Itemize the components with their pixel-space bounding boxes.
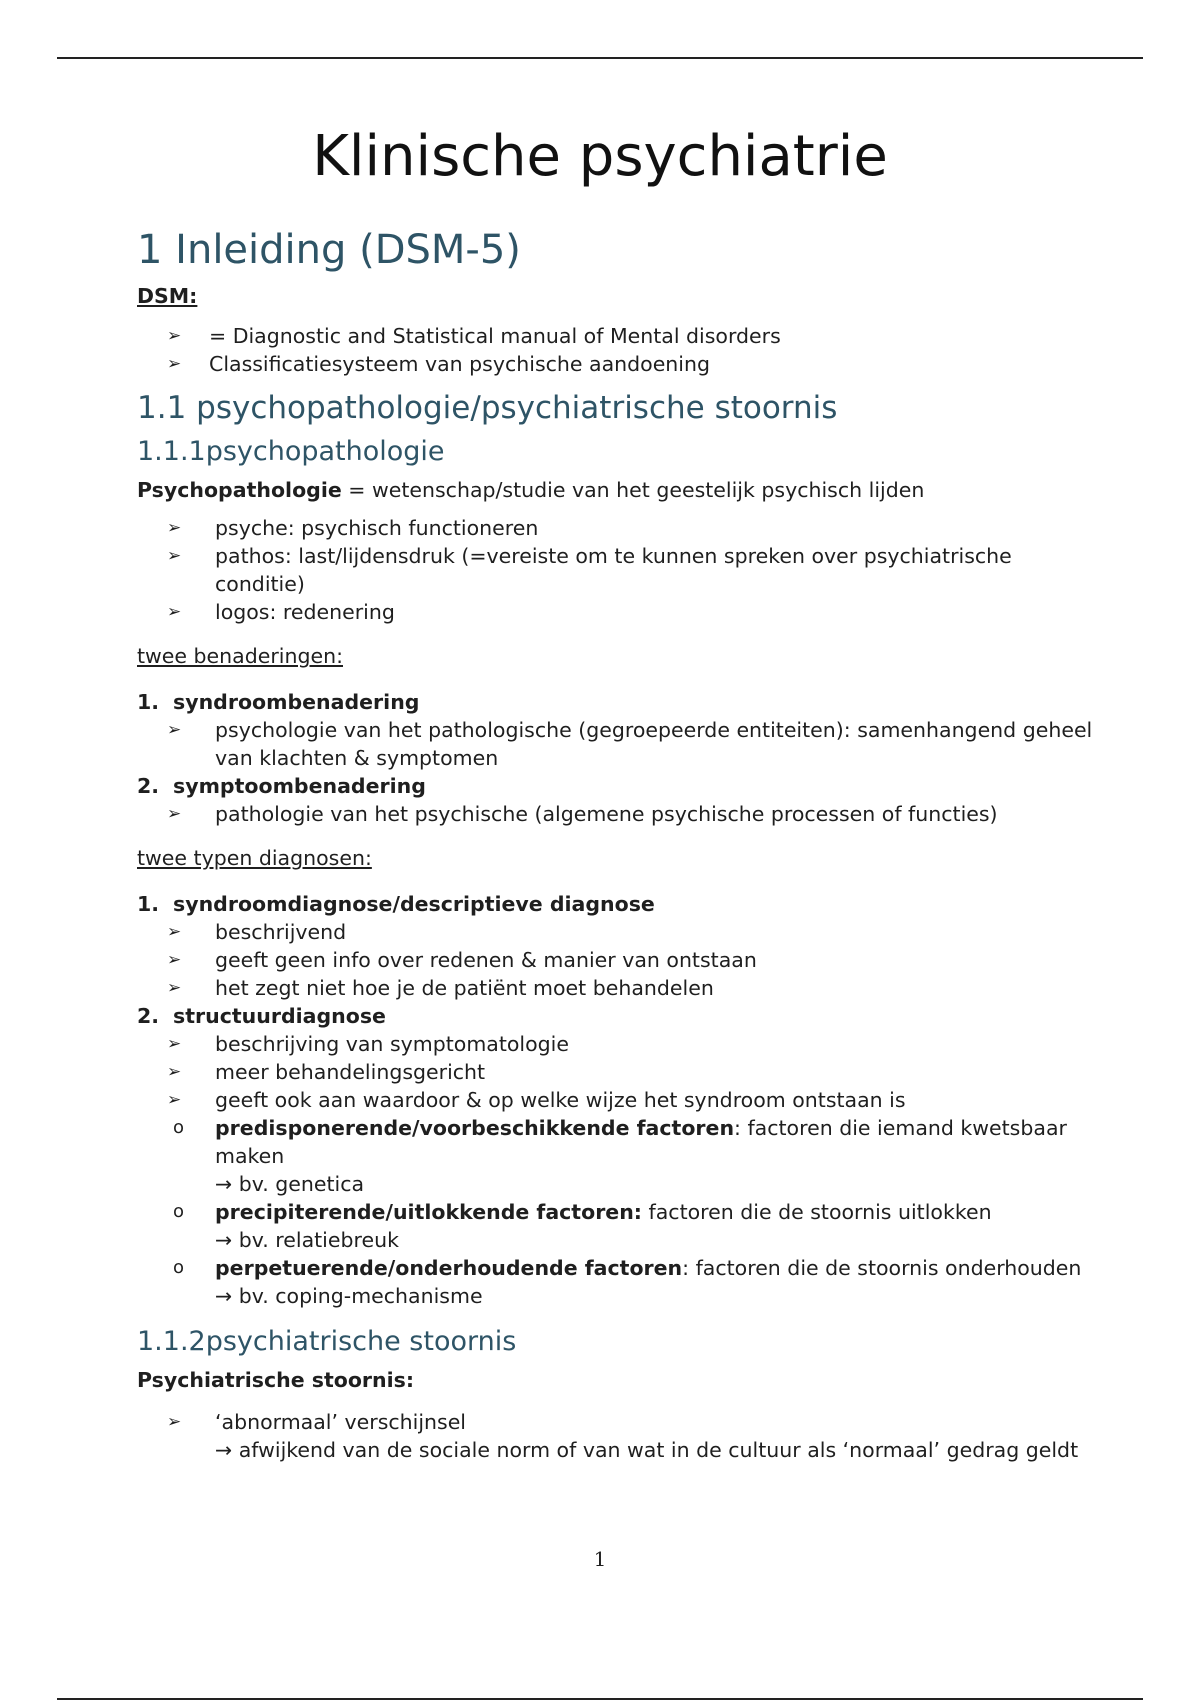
- list-item: ➢ geeft geen info over redenen & manier van ontstaan: [167, 948, 757, 972]
- arrow-bullet-icon: ➢: [167, 950, 182, 970]
- factor-item: o precipiterende/uitlokkende factoren: factoren die de stoornis uitlokken → bv. relatiebreuk: [173, 1200, 992, 1252]
- header-rule: [57, 57, 1143, 59]
- factor-item: o perpetuerende/onderhoudende factoren: factoren die de stoornis onderhouden → bv. coping-mechanisme: [173, 1256, 1082, 1308]
- approaches-label: twee benaderingen:: [137, 644, 343, 668]
- list-item: ➢ psychologie van het pathologische (gegroepeerde entiteiten): samenhangend geheel van klachten & symptomen: [167, 718, 1093, 770]
- list-item: ➢ pathologie van het psychische (algemene psychische processen of functies): [167, 802, 998, 826]
- list-item: ➢ geeft ook aan waardoor & op welke wijze het syndroom ontstaan is: [167, 1088, 906, 1112]
- arrow-bullet-icon: ➢: [167, 804, 182, 824]
- diagnoses-label: twee typen diagnosen:: [137, 846, 372, 870]
- psychiatric-disorder-label: Psychiatrische stoornis:: [137, 1368, 415, 1392]
- heading-1: 1 Inleiding (DSM-5): [137, 227, 521, 273]
- approach-1: 1. syndroombenadering: [137, 690, 420, 714]
- list-item: ➢ beschrijving van symptomatologie: [167, 1032, 569, 1056]
- circle-bullet-icon: o: [173, 1117, 185, 1138]
- list-item: ➢ logos: redenering: [167, 600, 395, 624]
- diagnosis-1: 1. syndroomdiagnose/descriptieve diagnose: [137, 892, 655, 916]
- list-item: ➢ meer behandelingsgericht: [167, 1060, 486, 1084]
- page-number: 1: [593, 1547, 607, 1571]
- factor-item: o predisponerende/voorbeschikkende factoren: factoren die iemand kwetsbaar maken → bv. genetica: [173, 1116, 1067, 1196]
- arrow-bullet-icon: ➢: [167, 326, 182, 346]
- diagnosis-1-list: [137, 918, 1097, 1002]
- list-item: ➢ beschrijvend: [167, 920, 347, 944]
- list-item: ➢ Classificatiesysteem van psychische aandoening: [167, 352, 710, 376]
- document-title: Klinische psychiatrie: [312, 124, 888, 189]
- arrow-bullet-icon: ➢: [167, 518, 182, 538]
- arrow-bullet-icon: ➢: [167, 602, 182, 622]
- diagnosis-2: 2. structuurdiagnose: [137, 1004, 386, 1028]
- heading-1-1-2: 1.1.2psychiatrische stoornis: [137, 1326, 517, 1357]
- circle-bullet-icon: o: [173, 1257, 185, 1278]
- arrow-bullet-icon: ➢: [167, 1062, 182, 1082]
- psychopathologie-list: [137, 514, 1097, 626]
- approach-2: 2. symptoombenadering: [137, 774, 426, 798]
- arrow-bullet-icon: ➢: [167, 978, 182, 998]
- list-item: ➢ = Diagnostic and Statistical manual of Mental disorders: [167, 324, 781, 348]
- document-body: [137, 226, 1097, 1464]
- dsm-list: [137, 322, 1097, 378]
- arrow-bullet-icon: ➢: [167, 1034, 182, 1054]
- dsm-label: DSM:: [137, 284, 198, 308]
- list-item: ➢ psyche: psychisch functioneren: [167, 516, 539, 540]
- diagnosis-2-list: [137, 1030, 1097, 1310]
- approach-2-list: [137, 800, 1097, 828]
- arrow-bullet-icon: ➢: [167, 1412, 182, 1432]
- list-item: ➢ ‘abnormaal’ verschijnsel → afwijkend van de sociale norm of van wat in de cultuur als ‘normaal’ gedrag geldt: [167, 1410, 1079, 1462]
- psychiatric-disorder-list: [137, 1408, 1097, 1464]
- arrow-bullet-icon: ➢: [167, 922, 182, 942]
- arrow-bullet-icon: ➢: [167, 354, 182, 374]
- circle-bullet-icon: o: [173, 1201, 185, 1222]
- psychopathologie-definition: Psychopathologie = wetenschap/studie van het geestelijk psychisch lijden: [137, 478, 925, 502]
- arrow-bullet-icon: ➢: [167, 720, 182, 740]
- heading-1-1-1: 1.1.1psychopathologie: [137, 436, 445, 467]
- arrow-bullet-icon: ➢: [167, 1090, 182, 1110]
- list-item: ➢ het zegt niet hoe je de patiënt moet behandelen: [167, 976, 714, 1000]
- arrow-bullet-icon: ➢: [167, 546, 182, 566]
- approach-1-list: [137, 716, 1097, 772]
- list-item: ➢ pathos: last/lijdensdruk (=vereiste om te kunnen spreken over psychiatrische conditie): [167, 544, 1012, 596]
- heading-1-1: 1.1 psychopathologie/psychiatrische stoornis: [137, 390, 838, 426]
